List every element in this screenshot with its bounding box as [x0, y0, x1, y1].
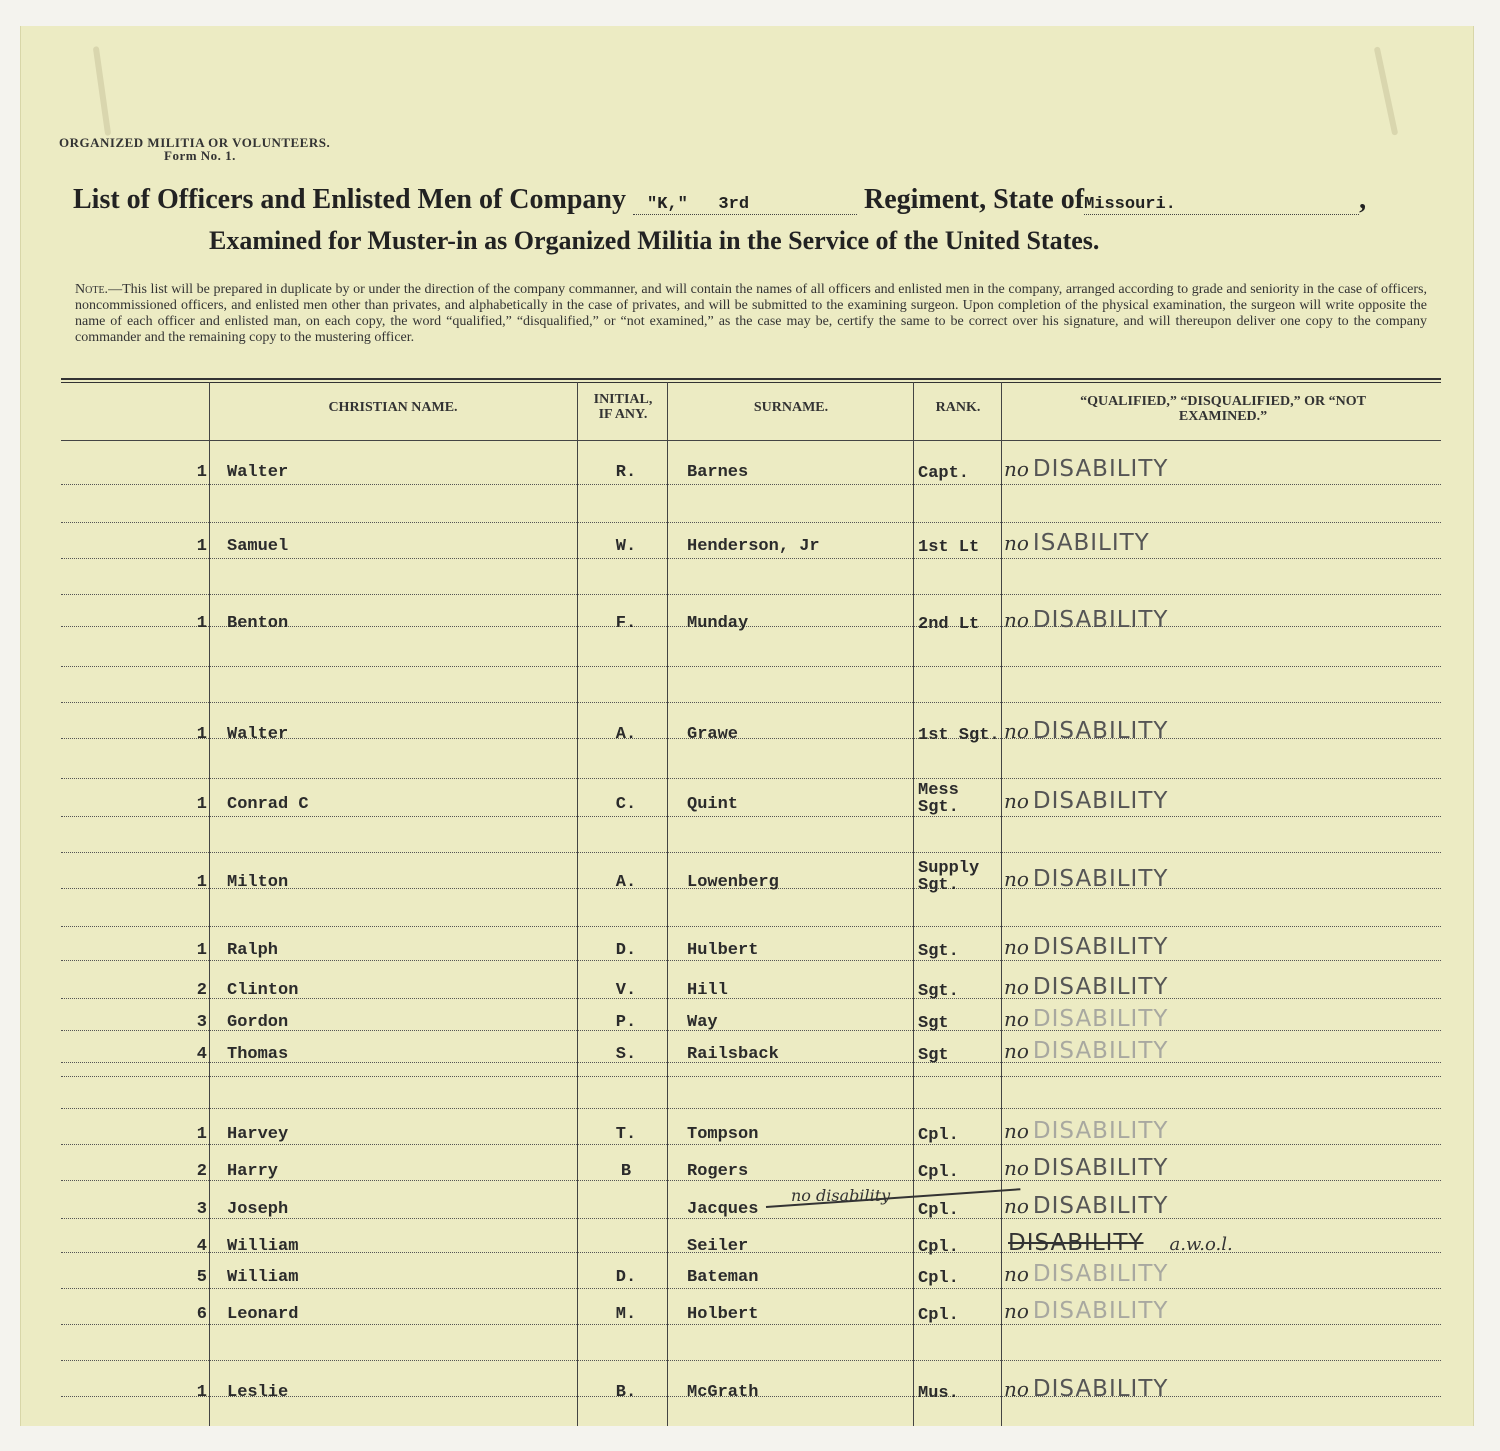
status-entry — [1004, 1261, 1168, 1287]
disability-stamp: DISABILITY — [1032, 934, 1169, 960]
dotted-line — [61, 666, 1441, 667]
christian-name: Leonard — [227, 1305, 299, 1324]
disability-stamp: DISABILITY — [1032, 1376, 1169, 1402]
rank: Cpl. — [918, 1126, 959, 1145]
surname: Way — [687, 1013, 718, 1032]
dotted-line — [61, 1360, 1441, 1361]
table-row — [21, 1263, 1473, 1287]
dotted-line — [61, 1108, 1441, 1109]
surname: Lowenberg — [687, 873, 779, 892]
surname: Tompson — [687, 1125, 759, 1144]
table-row — [21, 1157, 1473, 1181]
row-number: 1 — [196, 795, 207, 814]
document-sheet — [20, 26, 1474, 1426]
rank: 2nd Lt — [918, 615, 980, 634]
status-entry — [1004, 607, 1168, 633]
status-entry — [1004, 934, 1168, 960]
row-number: 1 — [196, 537, 207, 556]
handwritten-no: no — [1004, 975, 1029, 999]
disability-stamp: DISABILITY — [1032, 1006, 1169, 1032]
disability-stamp: DISABILITY — [1008, 1230, 1144, 1256]
surname: Barnes — [687, 463, 749, 482]
status-entry — [1004, 866, 1168, 892]
form-label-line2: Form No. 1. — [164, 148, 236, 163]
row-number: 6 — [196, 1305, 207, 1324]
rank: Mus. — [918, 1384, 959, 1403]
dotted-line — [61, 778, 1441, 779]
fold-mark — [93, 46, 111, 136]
surname: Hulbert — [687, 941, 759, 960]
handwritten-no: no — [1004, 1299, 1029, 1323]
table-row — [21, 532, 1473, 556]
row-number: 1 — [196, 614, 207, 633]
dotted-line — [61, 702, 1441, 703]
rank: Sgt. — [918, 942, 959, 961]
fold-mark — [1374, 46, 1399, 135]
christian-name: William — [227, 1237, 299, 1256]
handwritten-no: no — [1004, 1007, 1029, 1031]
status-entry — [1004, 1230, 1233, 1256]
rank: Mess Sgt. — [918, 781, 959, 817]
initial: C. — [615, 795, 637, 814]
christian-name: Benton — [227, 614, 289, 633]
rank: Cpl. — [918, 1269, 959, 1288]
surname: Bateman — [687, 1268, 759, 1287]
initial: D. — [615, 1268, 637, 1287]
status-entry — [1004, 974, 1168, 1000]
disability-stamp: DISABILITY — [1032, 1261, 1169, 1287]
table-row — [21, 1195, 1473, 1219]
table-row — [21, 1120, 1473, 1144]
status-entry — [1004, 1298, 1168, 1324]
table-row — [21, 609, 1473, 633]
surname: Jacques — [687, 1200, 759, 1219]
table-row — [21, 720, 1473, 744]
initial: W. — [615, 537, 637, 556]
christian-name: Harvey — [227, 1125, 289, 1144]
dotted-line — [61, 484, 1441, 485]
row-number: 2 — [196, 1162, 207, 1181]
table-row — [21, 1300, 1473, 1324]
table-row — [21, 458, 1473, 482]
initial: D. — [615, 941, 637, 960]
rank: Cpl. — [918, 1163, 959, 1182]
row-number: 3 — [196, 1013, 207, 1032]
initial: P. — [615, 1013, 637, 1032]
handwritten-no: no — [1004, 608, 1029, 632]
handwritten-no: no — [1004, 867, 1029, 891]
row-number: 1 — [196, 873, 207, 892]
surname: Railsback — [687, 1045, 779, 1064]
rank: Cpl. — [918, 1201, 959, 1220]
status-entry — [1004, 1118, 1168, 1144]
status-entry — [1004, 1376, 1168, 1402]
rank: 1st Lt — [918, 538, 980, 557]
christian-name: Walter — [227, 725, 289, 744]
table-row — [21, 1008, 1473, 1032]
surname: Quint — [687, 795, 739, 814]
handwritten-no: no — [1004, 1156, 1029, 1180]
status-entry — [1004, 1155, 1168, 1181]
instruction-note — [75, 282, 1427, 346]
christian-name: Harry — [227, 1162, 279, 1181]
handwritten-no: no — [1004, 531, 1029, 555]
row-number: 1 — [196, 1383, 207, 1402]
dotted-line — [61, 1288, 1441, 1289]
dotted-line — [61, 926, 1441, 927]
row-number: 2 — [196, 981, 207, 1000]
regiment-number: 3rd — [718, 195, 750, 214]
title-part2: Regiment, State of — [864, 184, 1085, 215]
christian-name: Walter — [227, 463, 289, 482]
status-entry — [1004, 718, 1168, 744]
handwritten-no: no — [1004, 457, 1029, 481]
christian-name: Thomas — [227, 1045, 289, 1064]
initial: V. — [615, 981, 637, 1000]
disability-stamp: DISABILITY — [1032, 718, 1169, 744]
table-row — [21, 976, 1473, 1000]
christian-name: Milton — [227, 873, 289, 892]
handwritten-no: no — [1004, 1194, 1029, 1218]
table-row — [21, 1040, 1473, 1064]
table-row — [21, 1378, 1473, 1402]
initial: M. — [615, 1305, 637, 1324]
christian-name: Joseph — [227, 1200, 289, 1219]
initial: A. — [615, 873, 637, 892]
christian-name: Leslie — [227, 1383, 289, 1402]
surname: Grawe — [687, 725, 739, 744]
row-number: 4 — [196, 1237, 207, 1256]
row-number: 1 — [196, 1125, 207, 1144]
surname: Hill — [687, 981, 728, 1000]
header-surname: SURNAME. — [753, 400, 829, 415]
disability-stamp: DISABILITY — [1032, 1118, 1169, 1144]
handwritten-no: no — [1004, 1119, 1029, 1143]
disability-stamp: DISABILITY — [1032, 1298, 1169, 1324]
header-initial: INITIAL, IF ANY. — [593, 392, 653, 422]
dotted-line — [61, 1324, 1441, 1325]
handwritten-no: no — [1004, 935, 1029, 959]
row-number: 1 — [196, 725, 207, 744]
header-christian-name: CHRISTIAN NAME. — [328, 400, 458, 415]
surname: Seiler — [687, 1237, 749, 1256]
handwritten-no: no — [1004, 1262, 1029, 1286]
title-line1 — [73, 184, 1366, 216]
christian-name: Samuel — [227, 537, 289, 556]
disability-stamp: DISABILITY — [1032, 1193, 1169, 1219]
handwritten-no: no — [1004, 789, 1029, 813]
dotted-line — [61, 816, 1441, 817]
row-number: 5 — [196, 1268, 207, 1287]
table-row — [21, 859, 1473, 895]
disability-stamp: DISABILITY — [1032, 607, 1169, 633]
rank: Cpl. — [918, 1238, 959, 1257]
header-status: “QUALIFIED,” “DISQUALIFIED,” OR “NOT EXAMINED.” — [1080, 394, 1366, 424]
status-entry — [1004, 456, 1168, 482]
rank: Capt. — [918, 464, 970, 483]
note-lead: Note. — [75, 282, 109, 297]
disability-stamp: DISABILITY — [1032, 1038, 1169, 1064]
status-entry — [1004, 530, 1150, 556]
table-row — [21, 936, 1473, 960]
handwritten-no: no — [1004, 1039, 1029, 1063]
status-entry — [1004, 1038, 1168, 1064]
handwritten-note: no disability — [791, 1186, 891, 1205]
rank: Supply Sgt. — [918, 859, 980, 895]
disability-stamp: DISABILITY — [1032, 788, 1169, 814]
rank: Sgt. — [918, 982, 959, 1001]
status-entry — [1004, 1193, 1168, 1219]
dotted-line — [61, 1076, 1441, 1077]
initial: B — [620, 1162, 632, 1181]
status-entry — [1004, 788, 1168, 814]
state-field: Missouri. — [1084, 195, 1359, 215]
rank: Cpl. — [918, 1306, 959, 1325]
initial: B. — [615, 1383, 637, 1402]
table-row — [21, 1232, 1473, 1256]
surname: McGrath — [687, 1383, 759, 1402]
disability-stamp: DISABILITY — [1032, 866, 1169, 892]
dotted-line — [61, 594, 1441, 595]
christian-name: Ralph — [227, 941, 279, 960]
table-row — [21, 781, 1473, 817]
dotted-line — [61, 960, 1441, 961]
row-number: 4 — [196, 1045, 207, 1064]
title-line2: Examined for Muster-in as Organized Militia in the Service of the United States. — [209, 226, 1100, 255]
table-top-rule — [61, 378, 1441, 383]
dotted-line — [61, 558, 1441, 559]
surname: Munday — [687, 614, 749, 633]
handwritten-no: no — [1004, 719, 1029, 743]
initial: S. — [615, 1045, 637, 1064]
dotted-line — [61, 852, 1441, 853]
row-number: 1 — [196, 941, 207, 960]
form-label — [59, 136, 330, 162]
rank: Sgt — [918, 1046, 949, 1065]
dotted-line — [61, 522, 1441, 523]
christian-name: William — [227, 1268, 299, 1287]
rank: 1st Sgt. — [918, 726, 1000, 745]
company-field: "K," 3rd — [633, 195, 857, 215]
initial: A. — [615, 725, 637, 744]
disability-stamp: DISABILITY — [1032, 456, 1169, 482]
header-rule — [61, 440, 1441, 441]
status-entry — [1004, 1006, 1168, 1032]
row-number: 1 — [196, 463, 207, 482]
surname: Henderson, Jr — [687, 537, 820, 556]
initial: F. — [615, 614, 637, 633]
initial: T. — [615, 1125, 637, 1144]
surname: Rogers — [687, 1162, 749, 1181]
row-number: 3 — [196, 1200, 207, 1219]
christian-name: Clinton — [227, 981, 299, 1000]
handwritten-no: no — [1004, 1377, 1029, 1401]
note-text: —This list will be prepared in duplicate by or under the direction of the company commanner, and will contain the names of all officers and enlisted men in the company, arranged according to grade and seniority in the case of officers, noncommissioned officers, and enlisted men other than privates, and alphabetically in the case of privates, and will be submitted to the examining surgeon. Upon completion of the physical examination, the surgeon will write opposite the name of each officer and enlisted man, on each copy, the word “qualified,” “disqualified,” or “not examined,” as the case may be, certify the same to be correct over his signature, and will thereupon deliver one copy to the company commander and the remaining copy to the mustering officer. — [75, 282, 1427, 345]
christian-name: Gordon — [227, 1013, 289, 1032]
disability-stamp: DISABILITY — [1032, 1155, 1169, 1181]
rank: Sgt — [918, 1014, 949, 1033]
header-rank: RANK. — [935, 400, 981, 415]
awol-note: a.w.o.l. — [1169, 1234, 1233, 1255]
surname: Holbert — [687, 1305, 759, 1324]
christian-name: Conrad C — [227, 795, 309, 814]
title-end: , — [1359, 184, 1367, 215]
dotted-line — [61, 1144, 1441, 1145]
form-label-line1: ORGANIZED MILITIA OR VOLUNTEERS. — [59, 135, 331, 150]
disability-stamp: ISABILITY — [1032, 530, 1150, 556]
disability-stamp: DISABILITY — [1032, 974, 1169, 1000]
title-part1: List of Officers and Enlisted Men of Company — [73, 184, 626, 215]
initial: R. — [615, 463, 637, 482]
